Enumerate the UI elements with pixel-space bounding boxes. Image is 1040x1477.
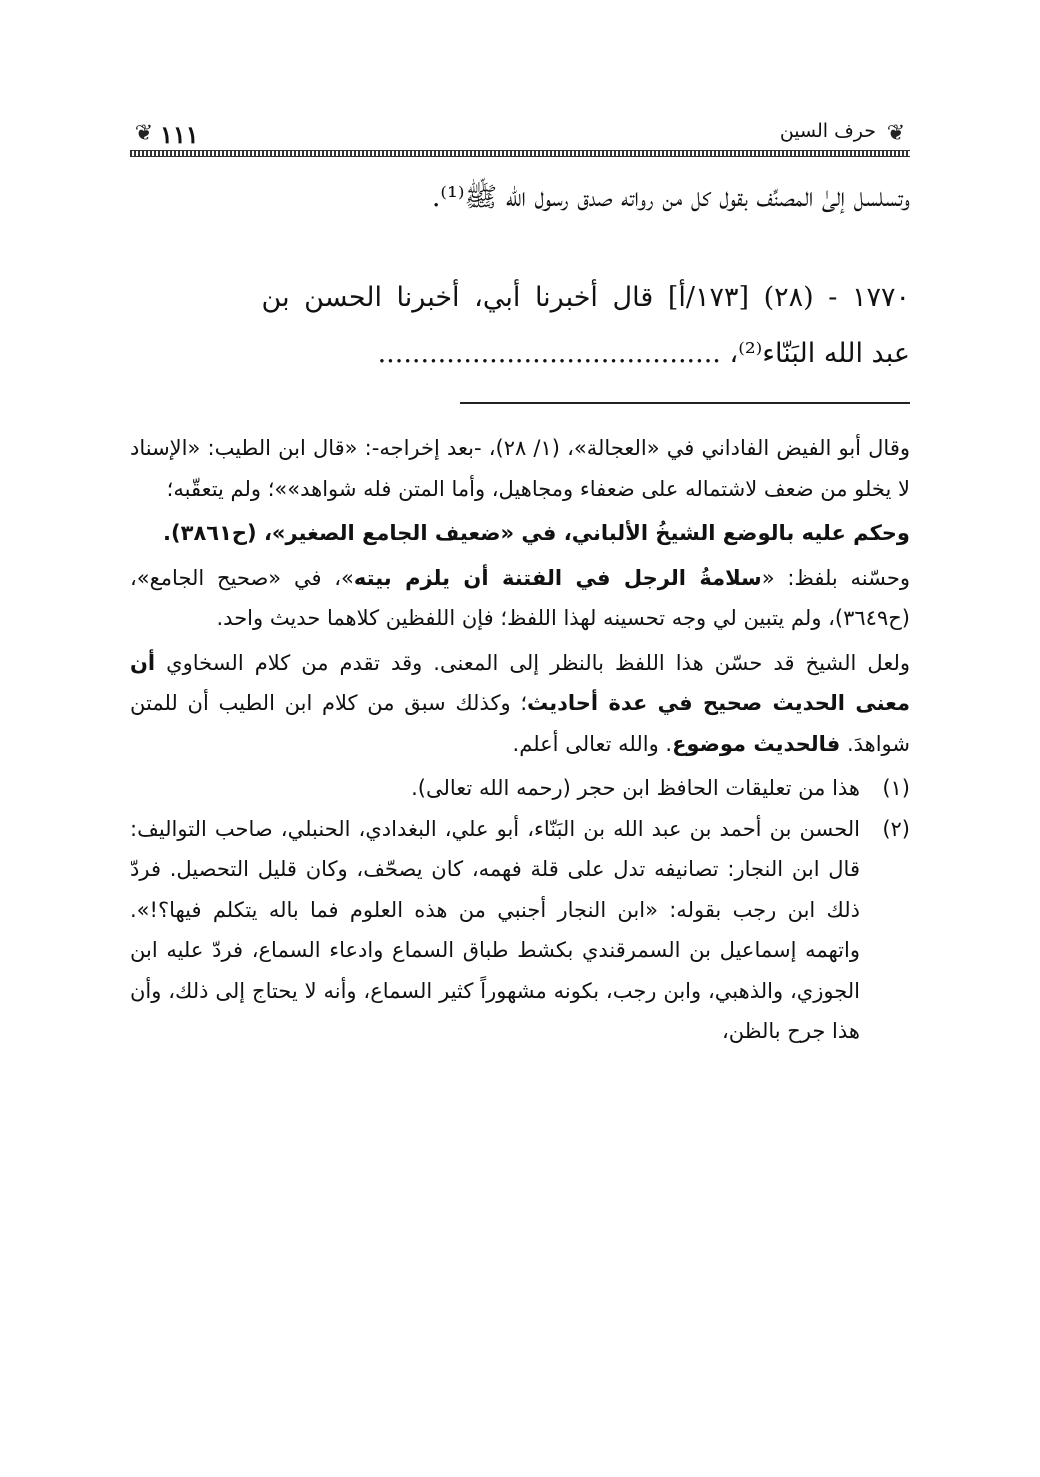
section-title: حرف السين <box>779 120 876 142</box>
note-4-bold-verdict: فالحديث موضوع <box>672 731 841 756</box>
note-paragraph-4 <box>130 643 910 765</box>
ornament-right-icon: ❦ <box>886 120 906 146</box>
note-4-part-a: ولعل الشيخ قد حسّن هذا اللفظ بالنظر إلى المعنى. وقد تقدم من كلام السخاوي <box>155 650 910 675</box>
ellipsis-dots: ........................................ <box>377 338 721 369</box>
note-4-bold: أن معنى الحديث صحيح في عدة أحاديث <box>130 650 910 715</box>
footnotes-block <box>130 428 910 1052</box>
footnote-separator <box>460 402 910 404</box>
footnote-1 <box>130 768 910 809</box>
main-line-1-text: وتسلسل إلىٰ المصنِّف بقول كل من رواته صدق رسول الله ﷺ⁽¹⁾. <box>431 182 910 213</box>
footnote-number: (٢) <box>882 816 910 841</box>
note-paragraph-1: وقال أبو الفيض الفاداني في «العجالة»، (١/ ٢٨)، -بعد إخراجه-: «قال ابن الطيب: «الإسناد لا يخلو من ضعف لاشتماله على ضعفاء ومجاهيل، وأما المتن فله شواهد»»؛ ولم يتعقّبه؛ <box>130 436 910 501</box>
note-4-part-b: ؛ وكذلك سبق من كلام ابن الطيب أن للمتن شواهدَ. <box>130 691 910 756</box>
note-paragraph-2 <box>130 513 910 554</box>
main-text-line-3 <box>130 340 910 367</box>
footnote-2 <box>130 809 910 1052</box>
page-header <box>130 114 910 154</box>
note-3-part-a: وحسّنه بلفظ: « <box>761 565 910 590</box>
ornament-left-icon: ❦ <box>134 120 154 146</box>
note-3-bold: سلامةُ الرجل في الفتنة أن يلزم بيته <box>353 565 762 590</box>
main-text-line-2 <box>130 284 910 311</box>
footnote-number: (١) <box>882 776 910 800</box>
note-paragraph-2-text: وحكم عليه بالوضع الشيخُ الألباني، في «ضعيف الجامع الصغير»، (ح٣٨٦١). <box>163 521 910 545</box>
main-text-line-1 <box>130 184 910 211</box>
note-paragraph-3 <box>130 558 910 639</box>
note-3-part-b: »، في «صحيح الجامع»، (ح٣٦٤٩)، ولم يتبين لي وجه تحسينه لهذا اللفظ؛ فإن اللفظين كلاهما حديث واحد. <box>130 565 910 630</box>
narrator-name: عبد الله البَنّاء⁽²⁾، <box>729 338 910 369</box>
page-number: ١١١ <box>160 120 199 149</box>
header-rule <box>130 150 910 157</box>
footnote-text: هذا من تعليقات الحافظ ابن حجر (رحمه الله تعالى). <box>411 776 860 800</box>
footnote-text: الحسن بن أحمد بن عبد الله بن البَنّاء، أبو علي، البغدادي، الحنبلي، صاحب التواليف: قال ابن النجار: تصانيفه تدل على قلة فهمه، كان يصحّف، وكان قليل التحصيل. فردّ ذلك ابن رجب بقوله: «ابن النجار أجنبي من هذه العلوم فما باله يتكلم فيها؟!». واتهمه إسماعيل بن السمرقندي بكشط طباق السماع وادعاء السماع، فردّ عليه ابن الجوزي، والذهبي، وابن رجب، بكونه مشهوراً كثير السماع، وأنه لا يحتاج إلى ذلك، وأن هذا جرح بالظن، <box>130 816 860 1043</box>
note-4-part-c: . والله تعالى أعلم. <box>512 731 673 756</box>
hadith-chain-text: ١٧٧٠ - (٢٨) [١٧٣/أ] قال أخبرنا أبي، أخبرنا الحسن بن <box>261 282 910 313</box>
